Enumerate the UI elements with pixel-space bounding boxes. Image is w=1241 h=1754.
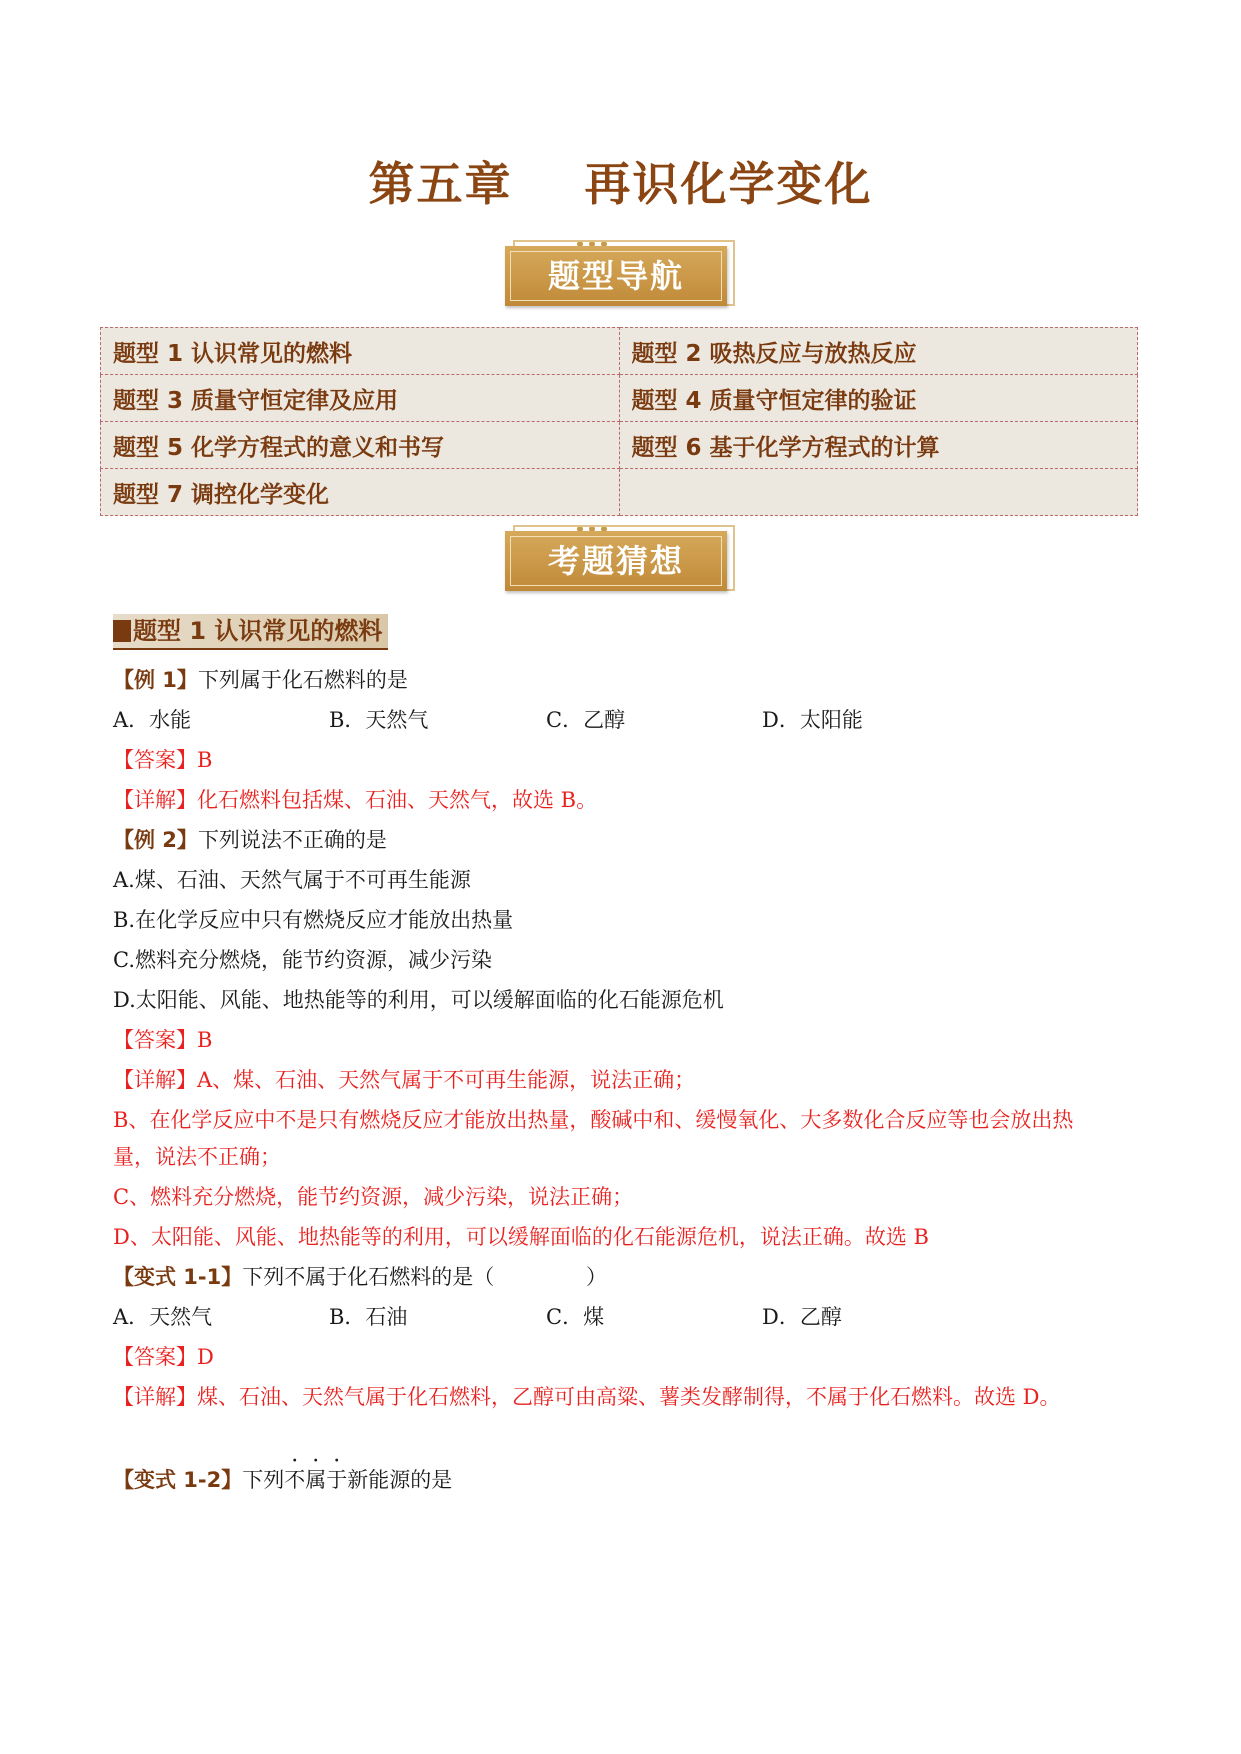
option-b: B．天然气 [329,708,429,732]
ex2-detail-3: 量，说法不正确； [113,1145,281,1169]
ex1-detail: 【详解】化石燃料包括煤、石油、天然气，故选 B。 [113,788,598,812]
var11-answer: 【答案】D [113,1345,214,1369]
ex2-option-c: C.燃料充分燃烧，能节约资源，减少污染 [113,948,492,972]
section-heading-text: 题型 1 认识常见的燃料 [133,617,383,645]
nav-banner-label: 题型导航 [547,257,684,295]
option-b: B．石油 [329,1305,408,1329]
ex2-answer: 【答案】B [113,1028,213,1052]
option-d: D．太阳能 [762,708,863,732]
nav-item-5[interactable]: 题型 5 化学方程式的意义和书写 [101,422,620,469]
nav-banner [505,232,737,308]
option-c: C．乙醇 [546,708,626,732]
option-a: A．天然气 [113,1305,213,1329]
option-d: D．乙醇 [762,1305,842,1329]
var12-question: 【变式 1-2】下列不属于新能源的是 [113,1468,453,1492]
page-title: 第五章 再识化学变化 [368,157,873,211]
section-heading [113,614,388,650]
ex1-question: 【例 1】下列属于化石燃料的是 [113,668,408,692]
nav-item-6[interactable]: 题型 6 基于化学方程式的计算 [619,422,1138,469]
var11-detail: 【详解】煤、石油、天然气属于化石燃料，乙醇可由高粱、薯类发酵制得，不属于化石燃料。故选 D。 [113,1385,1061,1409]
ex2-question: 【例 2】下列说法不正确的是 [113,828,387,852]
ex2-option-d: D.太阳能、风能、地热能等的利用，可以缓解面临的化石能源危机 [113,988,724,1012]
ex2-detail-4: C、燃料充分燃烧，能节约资源，减少污染，说法正确； [113,1185,634,1209]
nav-table [100,327,1138,516]
nav-item-7[interactable]: 题型 7 调控化学变化 [101,469,620,516]
nav-item-1[interactable]: 题型 1 认识常见的燃料 [101,328,620,375]
nav-item-4[interactable]: 题型 4 质量守恒定律的验证 [619,375,1138,422]
option-a: A．水能 [113,708,192,732]
square-icon [113,620,131,642]
ex2-detail-2: B、在化学反应中不是只有燃烧反应才能放出热量，酸碱中和、缓慢氧化、大多数化合反应等也会放出热 [113,1108,1074,1132]
guess-banner-label: 考题猜想 [547,542,684,580]
ex2-detail-1: 【详解】A、煤、石油、天然气属于不可再生能源，说法正确； [113,1068,696,1092]
nav-item-2[interactable]: 题型 2 吸热反应与放热反应 [619,328,1138,375]
guess-banner [505,517,737,593]
ex2-option-b: B.在化学反应中只有燃烧反应才能放出热量 [113,908,514,932]
option-c: C．煤 [546,1305,605,1329]
nav-item-empty [619,469,1138,516]
ex2-option-a: A.煤、石油、天然气属于不可再生能源 [113,868,471,892]
ex1-answer: 【答案】B [113,748,213,772]
ex2-detail-5: D、太阳能、风能、地热能等的利用，可以缓解面临的化石能源危机，说法正确。故选 B [113,1225,929,1249]
nav-item-3[interactable]: 题型 3 质量守恒定律及应用 [101,375,620,422]
var11-question: 【变式 1-1】下列不属于化石燃料的是（ ） [113,1265,607,1289]
